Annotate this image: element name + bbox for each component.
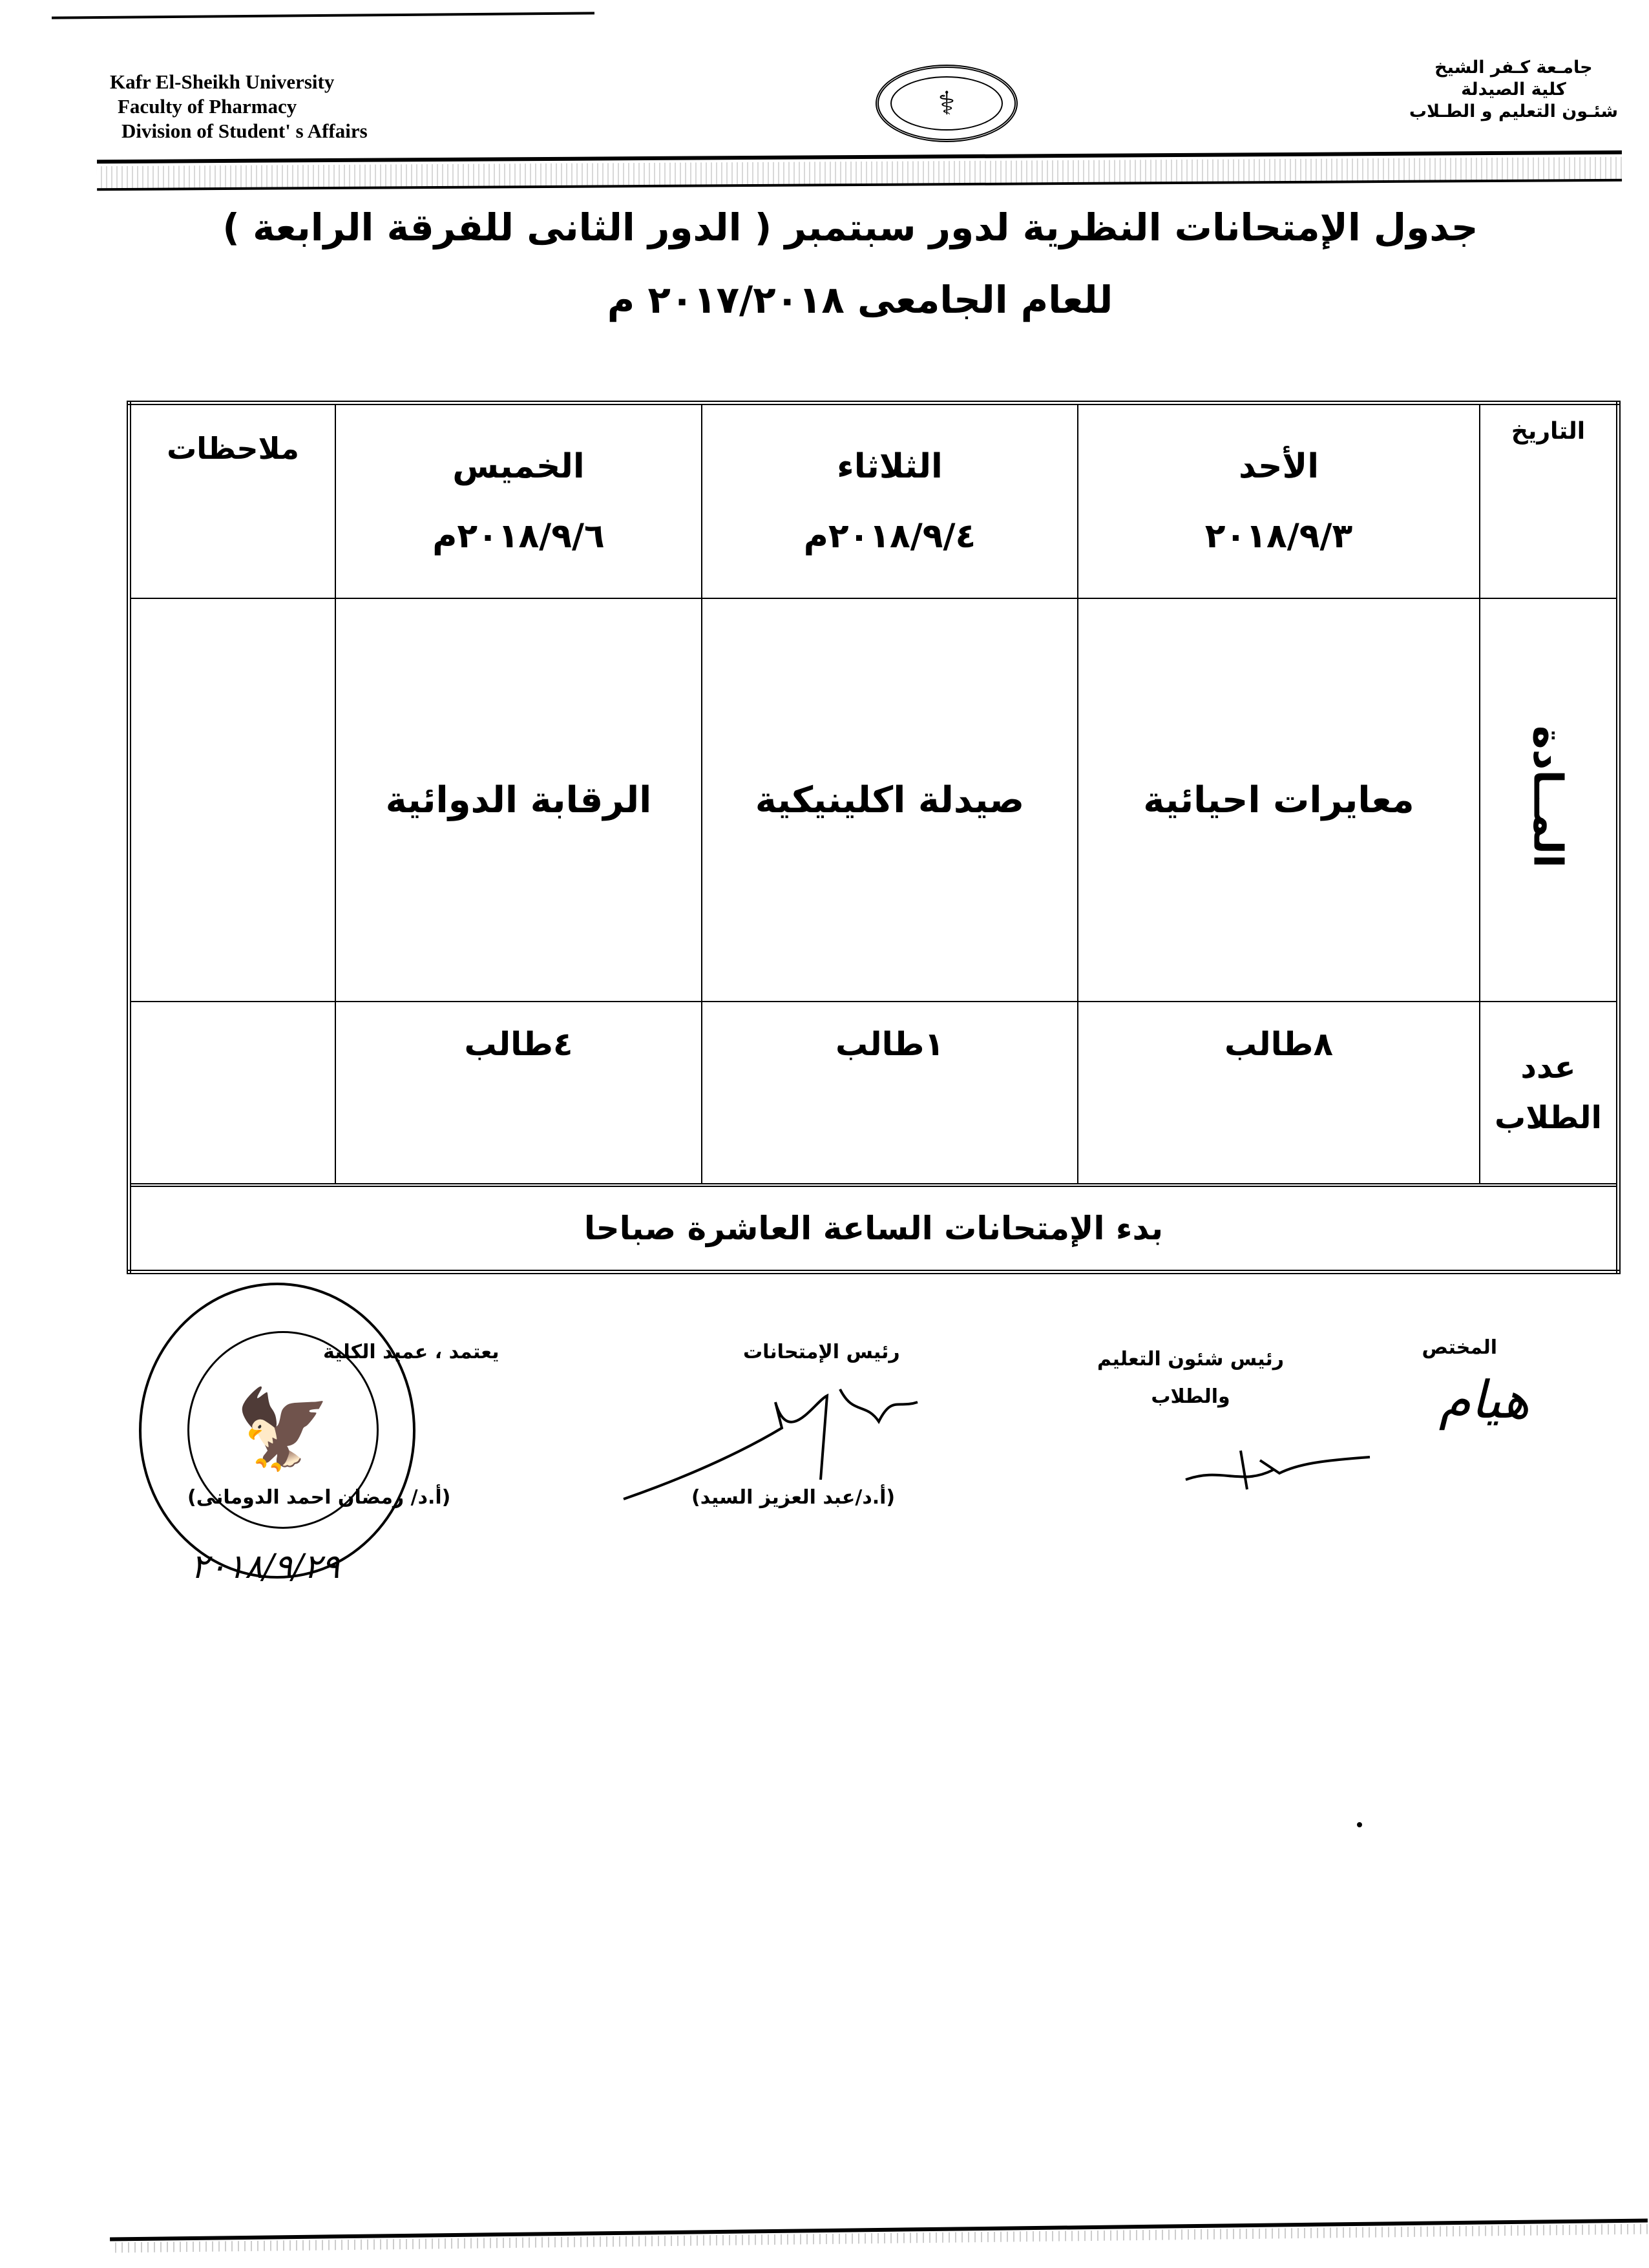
exam-schedule-table bbox=[127, 401, 1621, 1274]
row-label-subject bbox=[1480, 598, 1619, 1002]
dean-name: (أ.د/ رمضان احمد الدومانى) bbox=[187, 1486, 451, 1509]
top-scan-line bbox=[52, 12, 594, 19]
arabic-letterhead bbox=[1409, 57, 1618, 123]
table-row-student-counts bbox=[129, 1002, 1619, 1185]
row-label-students: عدد الطلاب bbox=[1480, 1002, 1619, 1185]
division-name-ar: شئـون التعليم و الطـلاب bbox=[1409, 101, 1618, 121]
affairs-head-title-line1: رئيس شئون التعليم bbox=[1097, 1348, 1284, 1370]
row-label-date: التاريخ bbox=[1480, 403, 1619, 599]
student-count-cell: ٤طالب bbox=[335, 1002, 702, 1185]
faculty-name-en: Faculty of Pharmacy bbox=[118, 95, 297, 118]
specialist-signature: هيام bbox=[1438, 1370, 1529, 1430]
academic-year: للعام الجامعى ٢٠١٧/٢٠١٨ م bbox=[607, 278, 1113, 322]
student-count-cell: ٨طالب bbox=[1078, 1002, 1480, 1185]
subject-cell: الرقابة الدوائية bbox=[335, 598, 702, 1002]
table-cell-day-1 bbox=[1078, 403, 1480, 599]
exam-date: ٢٠١٨/٩/٣ bbox=[1204, 517, 1353, 556]
faculty-name-ar: كلية الصيدلة bbox=[1461, 79, 1566, 100]
exam-date: ٢٠١٨/٩/٤م bbox=[803, 517, 976, 556]
student-count-cell: ١طالب bbox=[702, 1002, 1078, 1185]
dean-title: يعتمد ، عميد الكلية bbox=[323, 1341, 499, 1363]
document-title: جدول الإمتحانات النظرية لدور سبتمبر ( الدور الثانى للفرقة الرابعة ) bbox=[222, 205, 1478, 249]
notes-cell bbox=[129, 598, 336, 1002]
university-name-ar: جامـعة كـفر الشيخ bbox=[1434, 58, 1593, 78]
table-cell-day-3 bbox=[335, 403, 702, 599]
table-row-dates bbox=[129, 403, 1619, 599]
subject-label-text: المــادة bbox=[1524, 726, 1572, 868]
university-name-en: Kafr El-Sheikh University bbox=[110, 70, 335, 93]
table-row-footer bbox=[129, 1185, 1619, 1272]
exams-head-name: (أ.د/عبد العزيز السيد) bbox=[691, 1486, 896, 1509]
day-name: الثلاثاء bbox=[837, 447, 943, 486]
faculty-logo bbox=[876, 65, 1018, 142]
exam-start-note: بدء الإمتحانات الساعة العاشرة صباحا bbox=[129, 1185, 1619, 1272]
subject-cell: معايرات احيائية bbox=[1078, 598, 1480, 1002]
day-name: الأحد bbox=[1238, 447, 1319, 486]
notes-cell bbox=[129, 1002, 336, 1185]
subject-cell: صيدلة اكلينيكية bbox=[702, 598, 1078, 1002]
eagle-emblem-icon: 🦅 bbox=[187, 1331, 379, 1529]
notes-header: ملاحظات bbox=[129, 403, 336, 599]
affairs-head-signature bbox=[1182, 1447, 1376, 1493]
division-name-en: Division of Student' s Affairs bbox=[121, 120, 368, 142]
exam-date: ٢٠١٨/٩/٦م bbox=[432, 517, 605, 556]
bowl-of-hygieia-icon: ⚕ bbox=[890, 76, 1003, 131]
english-letterhead bbox=[110, 70, 368, 143]
day-name: الخميس bbox=[452, 447, 585, 486]
specialist-title: المختص bbox=[1422, 1336, 1497, 1359]
exams-head-title: رئيس الإمتحانات bbox=[743, 1341, 900, 1363]
table-row-subjects bbox=[129, 598, 1619, 1002]
affairs-head-title bbox=[1097, 1341, 1284, 1416]
affairs-head-title-line2: والطلاب bbox=[1151, 1385, 1230, 1408]
scan-speck bbox=[1357, 1822, 1362, 1827]
handwritten-date: ٢٠١٨/٩/٢٩ bbox=[191, 1548, 340, 1586]
table-cell-day-2 bbox=[702, 403, 1078, 599]
